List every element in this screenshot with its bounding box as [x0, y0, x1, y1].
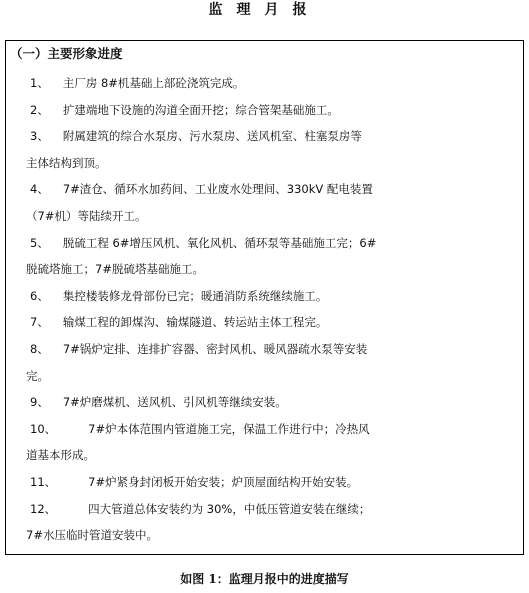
item-text: 扩建端地下设施的沟道全面开挖；综合管架基础施工。 — [62, 102, 339, 117]
progress-item-continuation — [6, 203, 523, 230]
item-text: 主厂房 8#机基础上部砼浇筑完成。 — [62, 76, 245, 90]
item-text: 7#炉本体范围内管道施工完，保温工作进行中；冷热风 — [88, 421, 370, 436]
figure-caption: 如图 1：监理月报中的进度描写 — [180, 572, 349, 586]
progress-item — [6, 416, 523, 443]
item-number: 9、 — [30, 395, 49, 410]
item-number: 2、 — [30, 102, 49, 117]
progress-item — [6, 97, 523, 124]
progress-item — [6, 336, 523, 363]
progress-item-continuation — [6, 522, 523, 549]
item-text: （7#机）等陆续开工。 — [26, 208, 147, 223]
item-text: 四大管道总体安装约为 30%，中低压管道安装在继续； — [88, 501, 371, 516]
progress-item-continuation — [6, 363, 523, 390]
item-text: 脱硫工程 6#增压风机、氧化风机、循环泵等基础施工完；6# — [62, 235, 377, 250]
progress-section-box — [5, 40, 524, 555]
progress-item-list — [6, 70, 523, 549]
progress-item — [6, 309, 523, 336]
item-number: 12、 — [30, 501, 57, 516]
item-number: 11、 — [30, 474, 57, 489]
progress-item — [6, 123, 523, 150]
section-heading: （一）主要形象进度 — [10, 46, 123, 61]
progress-item — [6, 230, 523, 257]
progress-item — [6, 70, 523, 97]
progress-item — [6, 469, 523, 496]
item-text: 7#炉磨煤机、送风机、引风机等继续安装。 — [62, 395, 287, 410]
item-text: 集控楼装修龙骨部份已完；暖通消防系统继续施工。 — [62, 288, 328, 303]
item-number: 6、 — [30, 288, 49, 303]
progress-item — [6, 176, 523, 203]
item-text: 7#渣仓、循环水加药间、工业废水处理间、330kV 配电装置 — [62, 182, 373, 197]
item-number: 8、 — [30, 341, 49, 356]
item-text: 完。 — [26, 368, 49, 383]
report-title: 监理月报 — [208, 2, 321, 18]
item-text: 附属建筑的综合水泵房、污水泵房、送风机室、柱塞泵房等 — [62, 129, 362, 144]
item-number: 10、 — [30, 421, 57, 436]
item-text: 7#水压临时管道安装中。 — [26, 528, 158, 543]
item-text: 主体结构到顶。 — [26, 155, 107, 170]
progress-item — [6, 389, 523, 416]
item-number: 3、 — [30, 129, 49, 144]
progress-item-continuation — [6, 442, 523, 469]
progress-item-continuation — [6, 150, 523, 177]
progress-item-continuation — [6, 256, 523, 283]
item-text: 脱硫塔施工；7#脱硫塔基础施工。 — [26, 262, 204, 277]
item-text: 输煤工程的卸煤沟、输煤隧道、转运站主体工程完。 — [62, 315, 328, 330]
item-number: 4、 — [30, 182, 49, 197]
item-number: 1、 — [30, 76, 49, 90]
item-text: 7#炉紧身封闭板开始安装；炉顶屋面结构开始安装。 — [88, 474, 359, 489]
item-number: 7、 — [30, 315, 49, 330]
item-number: 5、 — [30, 235, 49, 250]
item-text: 7#锅炉定排、连排扩容器、密封风机、暖风器疏水泵等安装 — [62, 341, 368, 356]
progress-item — [6, 283, 523, 310]
item-text: 道基本形成。 — [26, 448, 95, 463]
progress-item — [6, 496, 523, 523]
